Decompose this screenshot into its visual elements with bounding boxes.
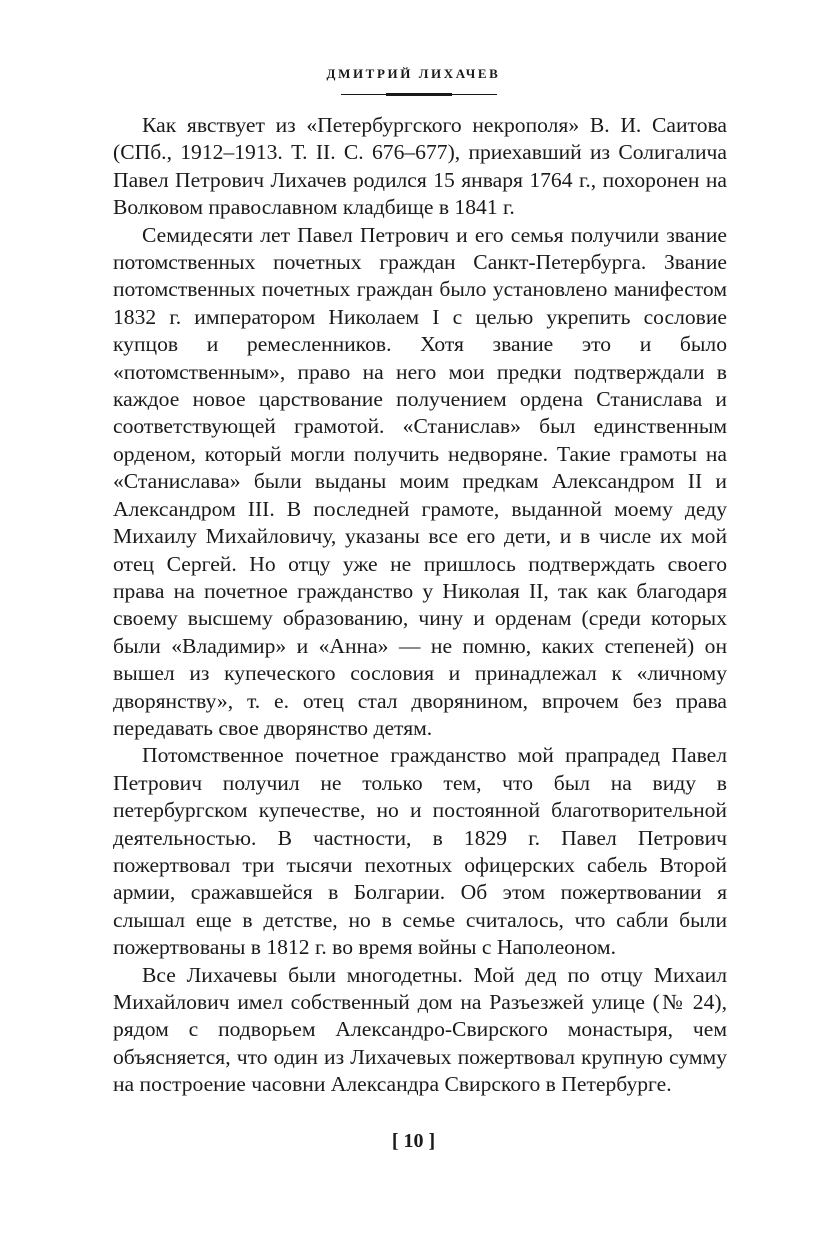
body-text — [113, 112, 727, 1099]
page-number: [ 10 ] — [391, 1130, 436, 1152]
paragraph-1: Как явствует из «Петербургского некрополя» В. И. Саитова (СПб., 1912–1913. Т. II. С. 676–677), приехавший из Солигалича Павел Петрович Лихачев родился 15 января 1764 г., похоронен на Волковом православном кладбище в 1841 г. — [113, 113, 727, 220]
paragraph-2: Семидесяти лет Павел Петрович и его семья получили звание потомственных почетных граждан Санкт-Петербурга. Звание потомственных почетных граждан было установлено манифестом 1832 г. императором Николаем I с целью укрепить сословие купцов и ремесленников. Хотя звание это и было «потомственным», право на него мои предки подтверждали в каждое новое царствование получением ордена Станислава и соответствующей грамотой. «Станислав» был единственным орденом, который могли получить недворяне. Такие грамоты на «Станислава» были выданы моим предкам Александром II и Александром III. В последней грамоте, выданной моему деду Михаилу Михайловичу, указаны все его дети, и в числе их мой отец Сергей. Но отцу уже не пришлось подтверждать своего права на почетное гражданство у Николая II, так как благодаря своему высшему образованию, чину и орденам (среди которых были «Владимир» и «Анна» — не помню, каких степеней) он вышел из купеческого сословия и принадлежал к «личному дворянству», т. е. отец стал дворянином, впрочем без права передавать свое дворянство детям. — [113, 222, 727, 740]
paragraph-3: Потомственное почетное гражданство мой прапрадед Павел Петрович получил не только тем, что был на виду в петербургском купечестве, но и постоянной благотворительной деятельностью. В частности, в 1829 г. Павел Петрович пожертвовал три тысячи пехотных офицерских сабель Второй армии, сражавшейся в Болгарии. Об этом пожертвовании я слышал еще в детстве, но в семье считалось, что сабли были пожертвованы в 1812 г. во время войны с Наполеоном. — [113, 743, 727, 960]
running-title: ДМИТРИЙ ЛИХАЧЕВ — [326, 66, 501, 81]
header-rule-ornament — [386, 93, 452, 96]
paragraph-4: Все Лихачевы были многодетны. Мой дед по отцу Михаил Михайлович имел собственный дом на Разъезжей улице (№ 24), рядом с подворьем Александро-Свирского монастыря, чем объясняется, что один из Лихачевых пожертвовал крупную сумму на построение часовни Александра Свирского в Петербурге. — [113, 962, 727, 1097]
